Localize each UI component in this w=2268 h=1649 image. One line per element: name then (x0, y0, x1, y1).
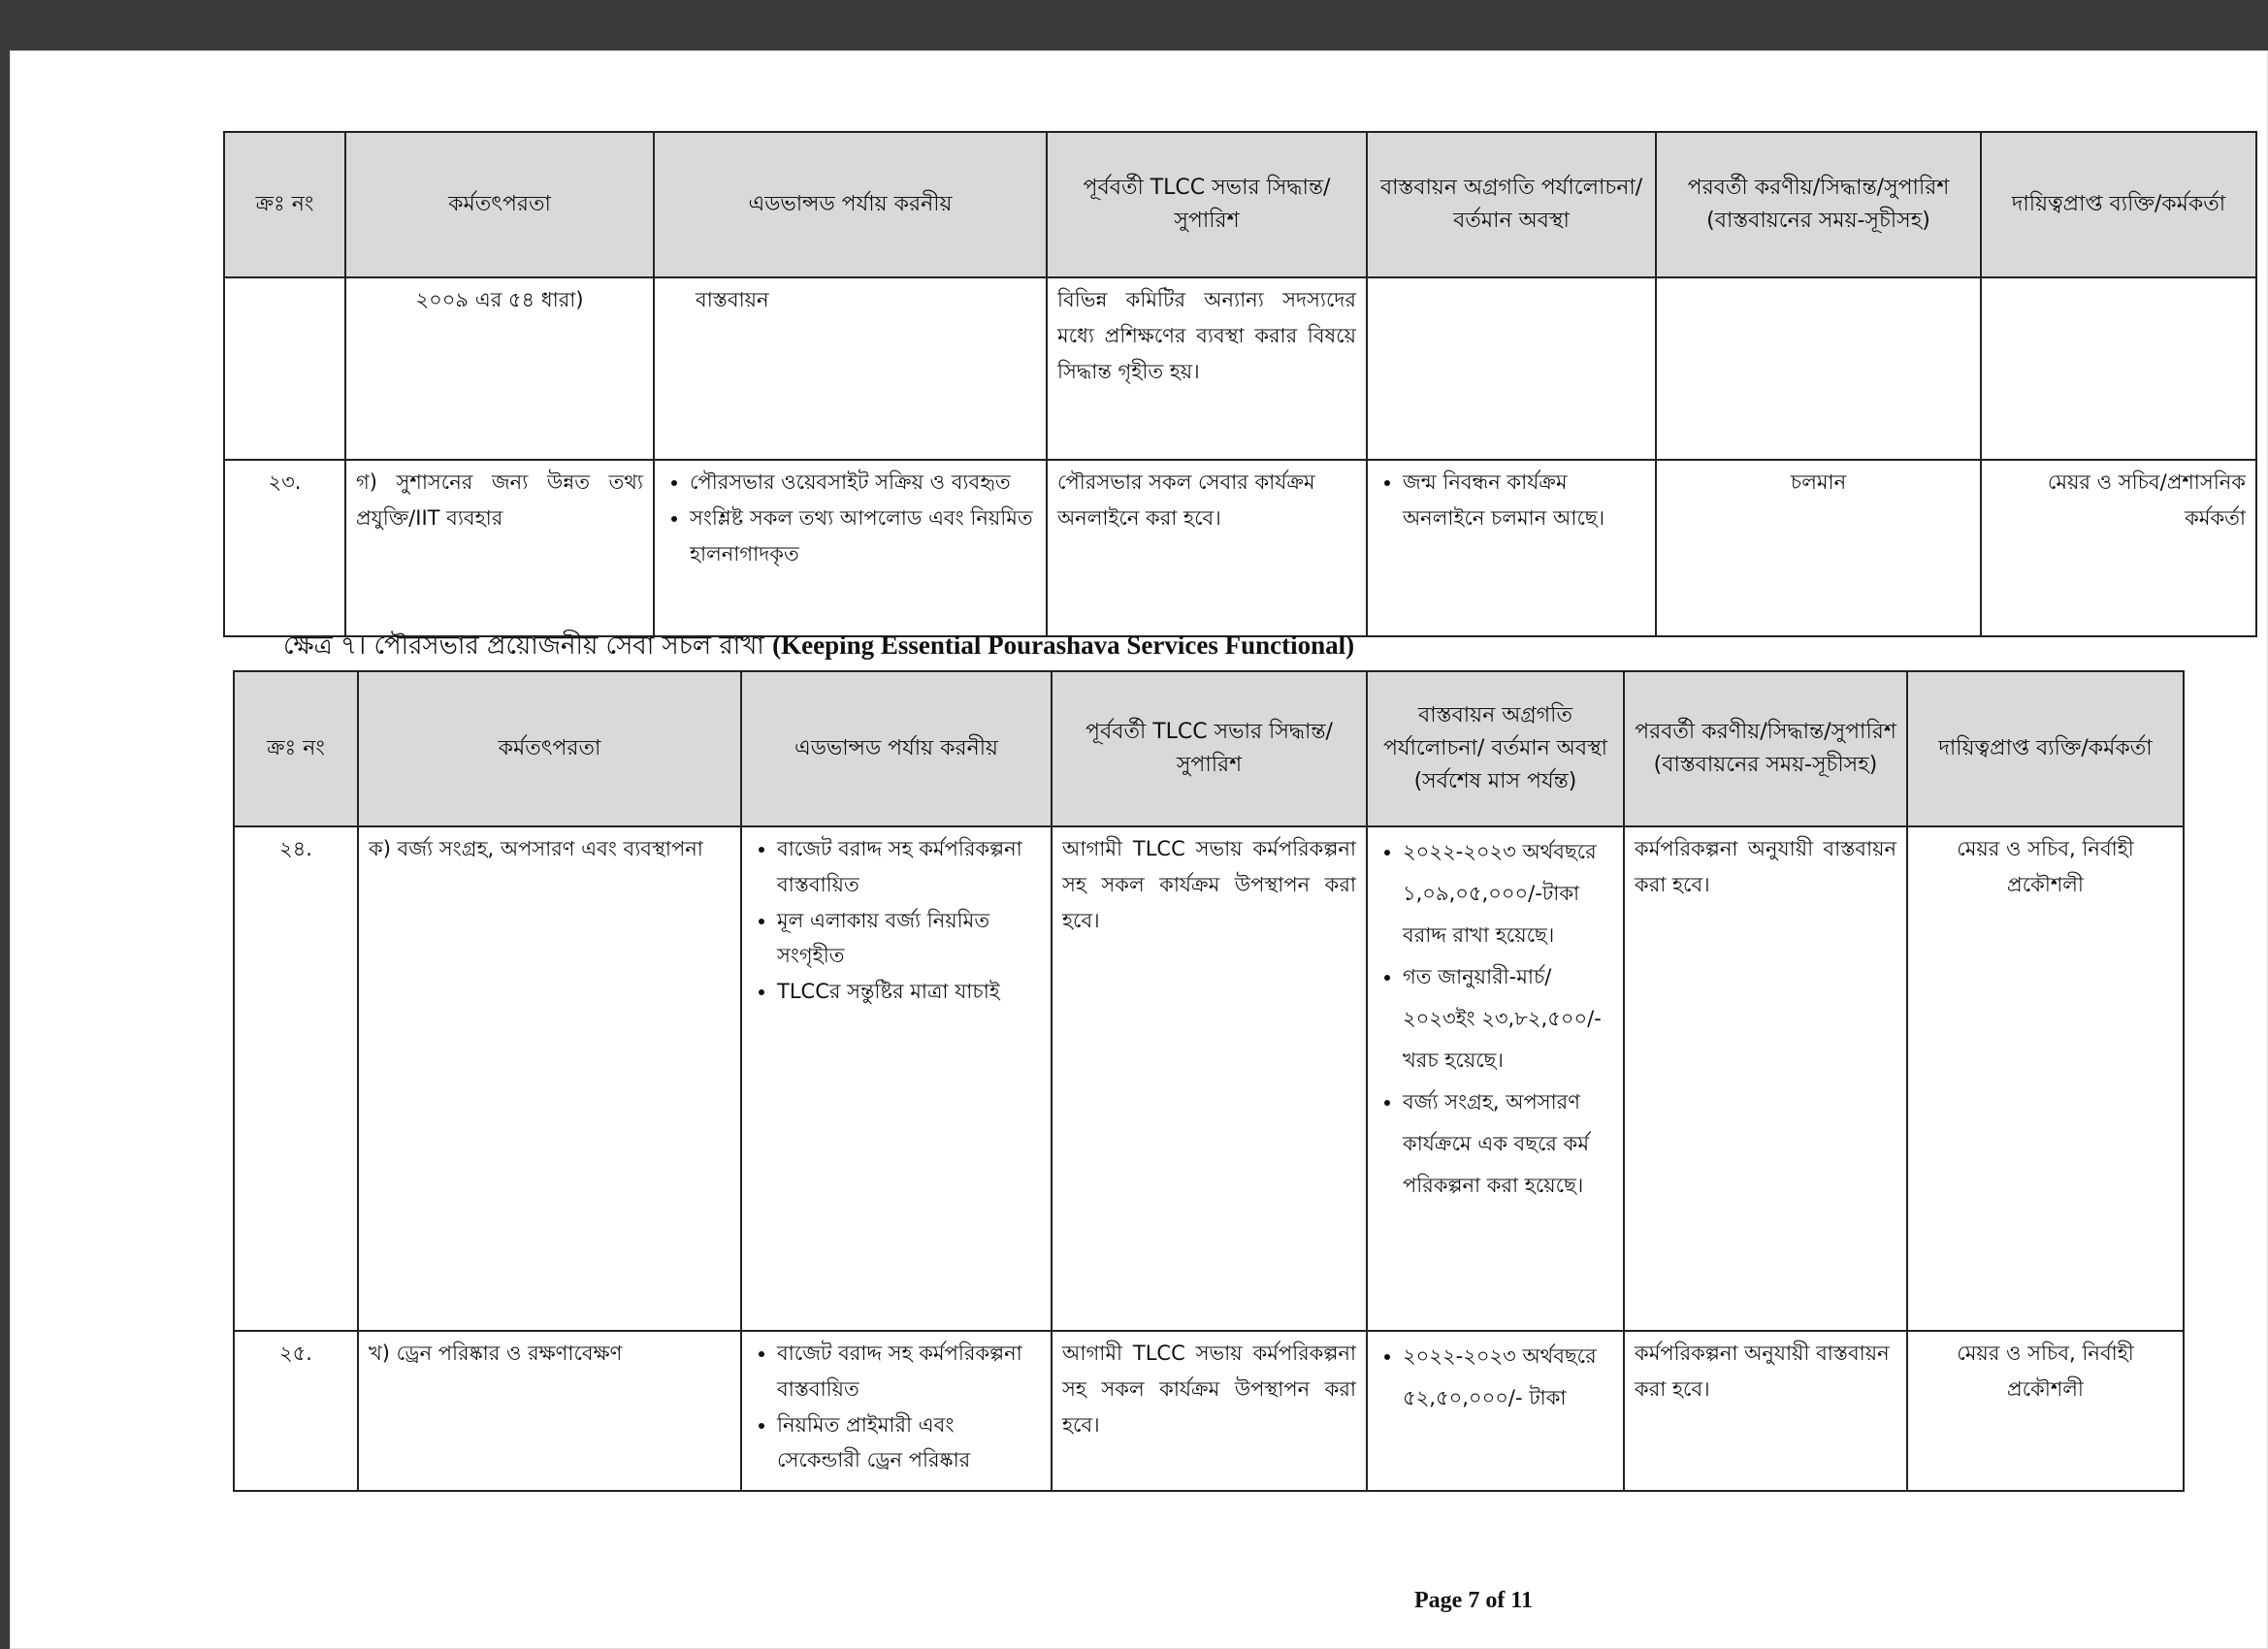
cell-activity: গ) সুশাসনের জন্য উন্নত তথ্য প্রযুক্তি/IIT ব্যবহার (345, 460, 654, 636)
list-item: • গত জানুয়ারী-মার্চ/২০২৩ইং ২৩,৮২,৫০০/- খরচ হয়েছে। (1403, 956, 1613, 1082)
cell-responsible: মেয়র ও সচিব, নির্বাহী প্রকৌশলী (1907, 1331, 2184, 1491)
cell-progress (1367, 826, 1624, 1331)
cell-responsible (1981, 277, 2256, 460)
cell-activity: খ) ড্রেন পরিষ্কার ও রক্ষণাবেক্ষণ (358, 1331, 741, 1491)
list-item: • বাজেট বরাদ্দ সহ কর্মপরিকল্পনা বাস্তবায়িত (777, 831, 1041, 903)
cell-responsible: মেয়র ও সচিব/প্রশাসনিক কর্মকর্তা (1981, 460, 2256, 636)
table-header-row (224, 132, 2256, 277)
cell-next-steps: কর্মপরিকল্পনা অনুযায়ী বাস্তবায়ন করা হবে। (1624, 1331, 1907, 1491)
cell-serial: ২৩. (224, 460, 345, 636)
table-row (224, 460, 2256, 636)
list-item: • সংশ্লিষ্ট সকল তথ্য আপলোড এবং নিয়মিত হালনাগাদকৃত (690, 501, 1036, 572)
header-responsible: দায়িত্বপ্রাপ্ত ব্যক্তি/কর্মকর্তা (1907, 671, 2184, 826)
table-row (234, 826, 2184, 1331)
table-row (224, 277, 2256, 460)
list-item: • পৌরসভার ওয়েবসাইট সক্রিয় ও ব্যবহৃত (690, 465, 1036, 501)
section-heading (283, 626, 1354, 668)
header-prev-decision: পূর্ববর্তী TLCC সভার সিদ্ধান্ত/সুপারিশ (1052, 671, 1367, 826)
cell-responsible: মেয়র ও সচিব, নির্বাহী প্রকৌশলী (1907, 826, 2184, 1331)
document-page (10, 50, 2268, 1649)
section-title-bn: ক্ষেত্র ৭। পৌরসভার প্রয়োজনীয় সেবা সচল রাখা (283, 631, 764, 661)
list-item: • বর্জ্য সংগ্রহ, অপসারণ কার্যক্রমে এক বছরে কর্ম পরিকল্পনা করা হয়েছে। (1403, 1082, 1613, 1207)
cell-next-steps: কর্মপরিকল্পনা অনুযায়ী বাস্তবায়ন করা হবে। (1624, 826, 1907, 1331)
cell-next-steps (1656, 277, 1981, 460)
header-prev-decision: পূর্ববর্তী TLCC সভার সিদ্ধান্ত/সুপারিশ (1047, 132, 1367, 277)
cell-advanced: বাস্তবায়ন (654, 277, 1047, 460)
cell-progress (1367, 1331, 1624, 1491)
cell-advanced (741, 1331, 1052, 1491)
page-number: Page 7 of 11 (1414, 1588, 1533, 1613)
list-item: • ২০২২-২০২৩ অর্থবছরে ১,০৯,০৫,০০০/-টাকা বরাদ্দ রাখা হয়েছে। (1403, 831, 1613, 956)
list-item: • জন্ম নিবন্ধন কার্যক্রম অনলাইনে চলমান আছে। (1403, 465, 1645, 536)
header-advanced-tasks: এডভান্সড পর্যায় করনীয় (654, 132, 1047, 277)
cell-serial (224, 277, 345, 460)
cell-activity: ক) বর্জ্য সংগ্রহ, অপসারণ এবং ব্যবস্থাপনা (358, 826, 741, 1331)
cell-advanced (654, 460, 1047, 636)
table-row (234, 1331, 2184, 1491)
header-progress: বাস্তবায়ন অগ্রগতি পর্যালোচনা/ বর্তমান অবস্থা (1367, 132, 1656, 277)
table-header-row (234, 671, 2184, 826)
cell-serial: ২৫. (234, 1331, 358, 1491)
header-advanced-tasks: এডভান্সড পর্যায় করনীয় (741, 671, 1052, 826)
progress-table-1 (223, 131, 2257, 637)
cell-advanced (741, 826, 1052, 1331)
header-next-steps: পরবর্তী করণীয়/সিদ্ধান্ত/সুপারিশ (বাস্তবায়নের সময়-সূচীসহ) (1656, 132, 1981, 277)
cell-prev-decision: বিভিন্ন কমিটির অন্যান্য সদস্যদের মধ্যে প্রশিক্ষণের ব্যবস্থা করার বিষয়ে সিদ্ধান্ত গৃহীত হয়। (1047, 277, 1367, 460)
header-activity: কর্মতৎপরতা (345, 132, 654, 277)
cell-prev-decision: আগামী TLCC সভায় কর্মপরিকল্পনা সহ সকল কার্যক্রম উপস্থাপন করা হবে। (1052, 826, 1367, 1331)
header-activity: কর্মতৎপরতা (358, 671, 741, 826)
header-next-steps: পরবর্তী করণীয়/সিদ্ধান্ত/সুপারিশ (বাস্তবায়নের সময়-সূচীসহ) (1624, 671, 1907, 826)
list-item: • মূল এলাকায় বর্জ্য নিয়মিত সংগৃহীত (777, 903, 1041, 975)
cell-activity: ২০০৯ এর ৫৪ ধারা) (345, 277, 654, 460)
header-progress: বাস্তবায়ন অগ্রগতি পর্যালোচনা/ বর্তমান অবস্থা (সর্বশেষ মাস পর্যন্ত) (1367, 671, 1624, 826)
cell-prev-decision: আগামী TLCC সভায় কর্মপরিকল্পনা সহ সকল কার্যক্রম উপস্থাপন করা হবে। (1052, 1331, 1367, 1491)
section-title-en: (Keeping Essential Pourashava Services Functional) (772, 630, 1355, 660)
cell-progress (1367, 277, 1656, 460)
list-item: • বাজেট বরাদ্দ সহ কর্মপরিকল্পনা বাস্তবায়িত (777, 1336, 1041, 1407)
cell-serial: ২৪. (234, 826, 358, 1331)
header-serial: ক্রঃ নং (234, 671, 358, 826)
cell-next-steps: চলমান (1656, 460, 1981, 636)
cell-prev-decision: পৌরসভার সকল সেবার কার্যক্রম অনলাইনে করা হবে। (1047, 460, 1367, 636)
cell-progress (1367, 460, 1656, 636)
list-item: • TLCCর সন্তুষ্টির মাত্রা যাচাই (777, 974, 1041, 1010)
header-serial: ক্রঃ নং (224, 132, 345, 277)
header-responsible: দায়িত্বপ্রাপ্ত ব্যক্তি/কর্মকর্তা (1981, 132, 2256, 277)
list-item: • ২০২২-২০২৩ অর্থবছরে ৫২,৫০,০০০/- টাকা (1403, 1336, 1613, 1419)
list-item: • নিয়মিত প্রাইমারী এবং সেকেন্ডারী ড্রেন পরিষ্কার (777, 1407, 1041, 1479)
progress-table-2 (233, 670, 2185, 1492)
